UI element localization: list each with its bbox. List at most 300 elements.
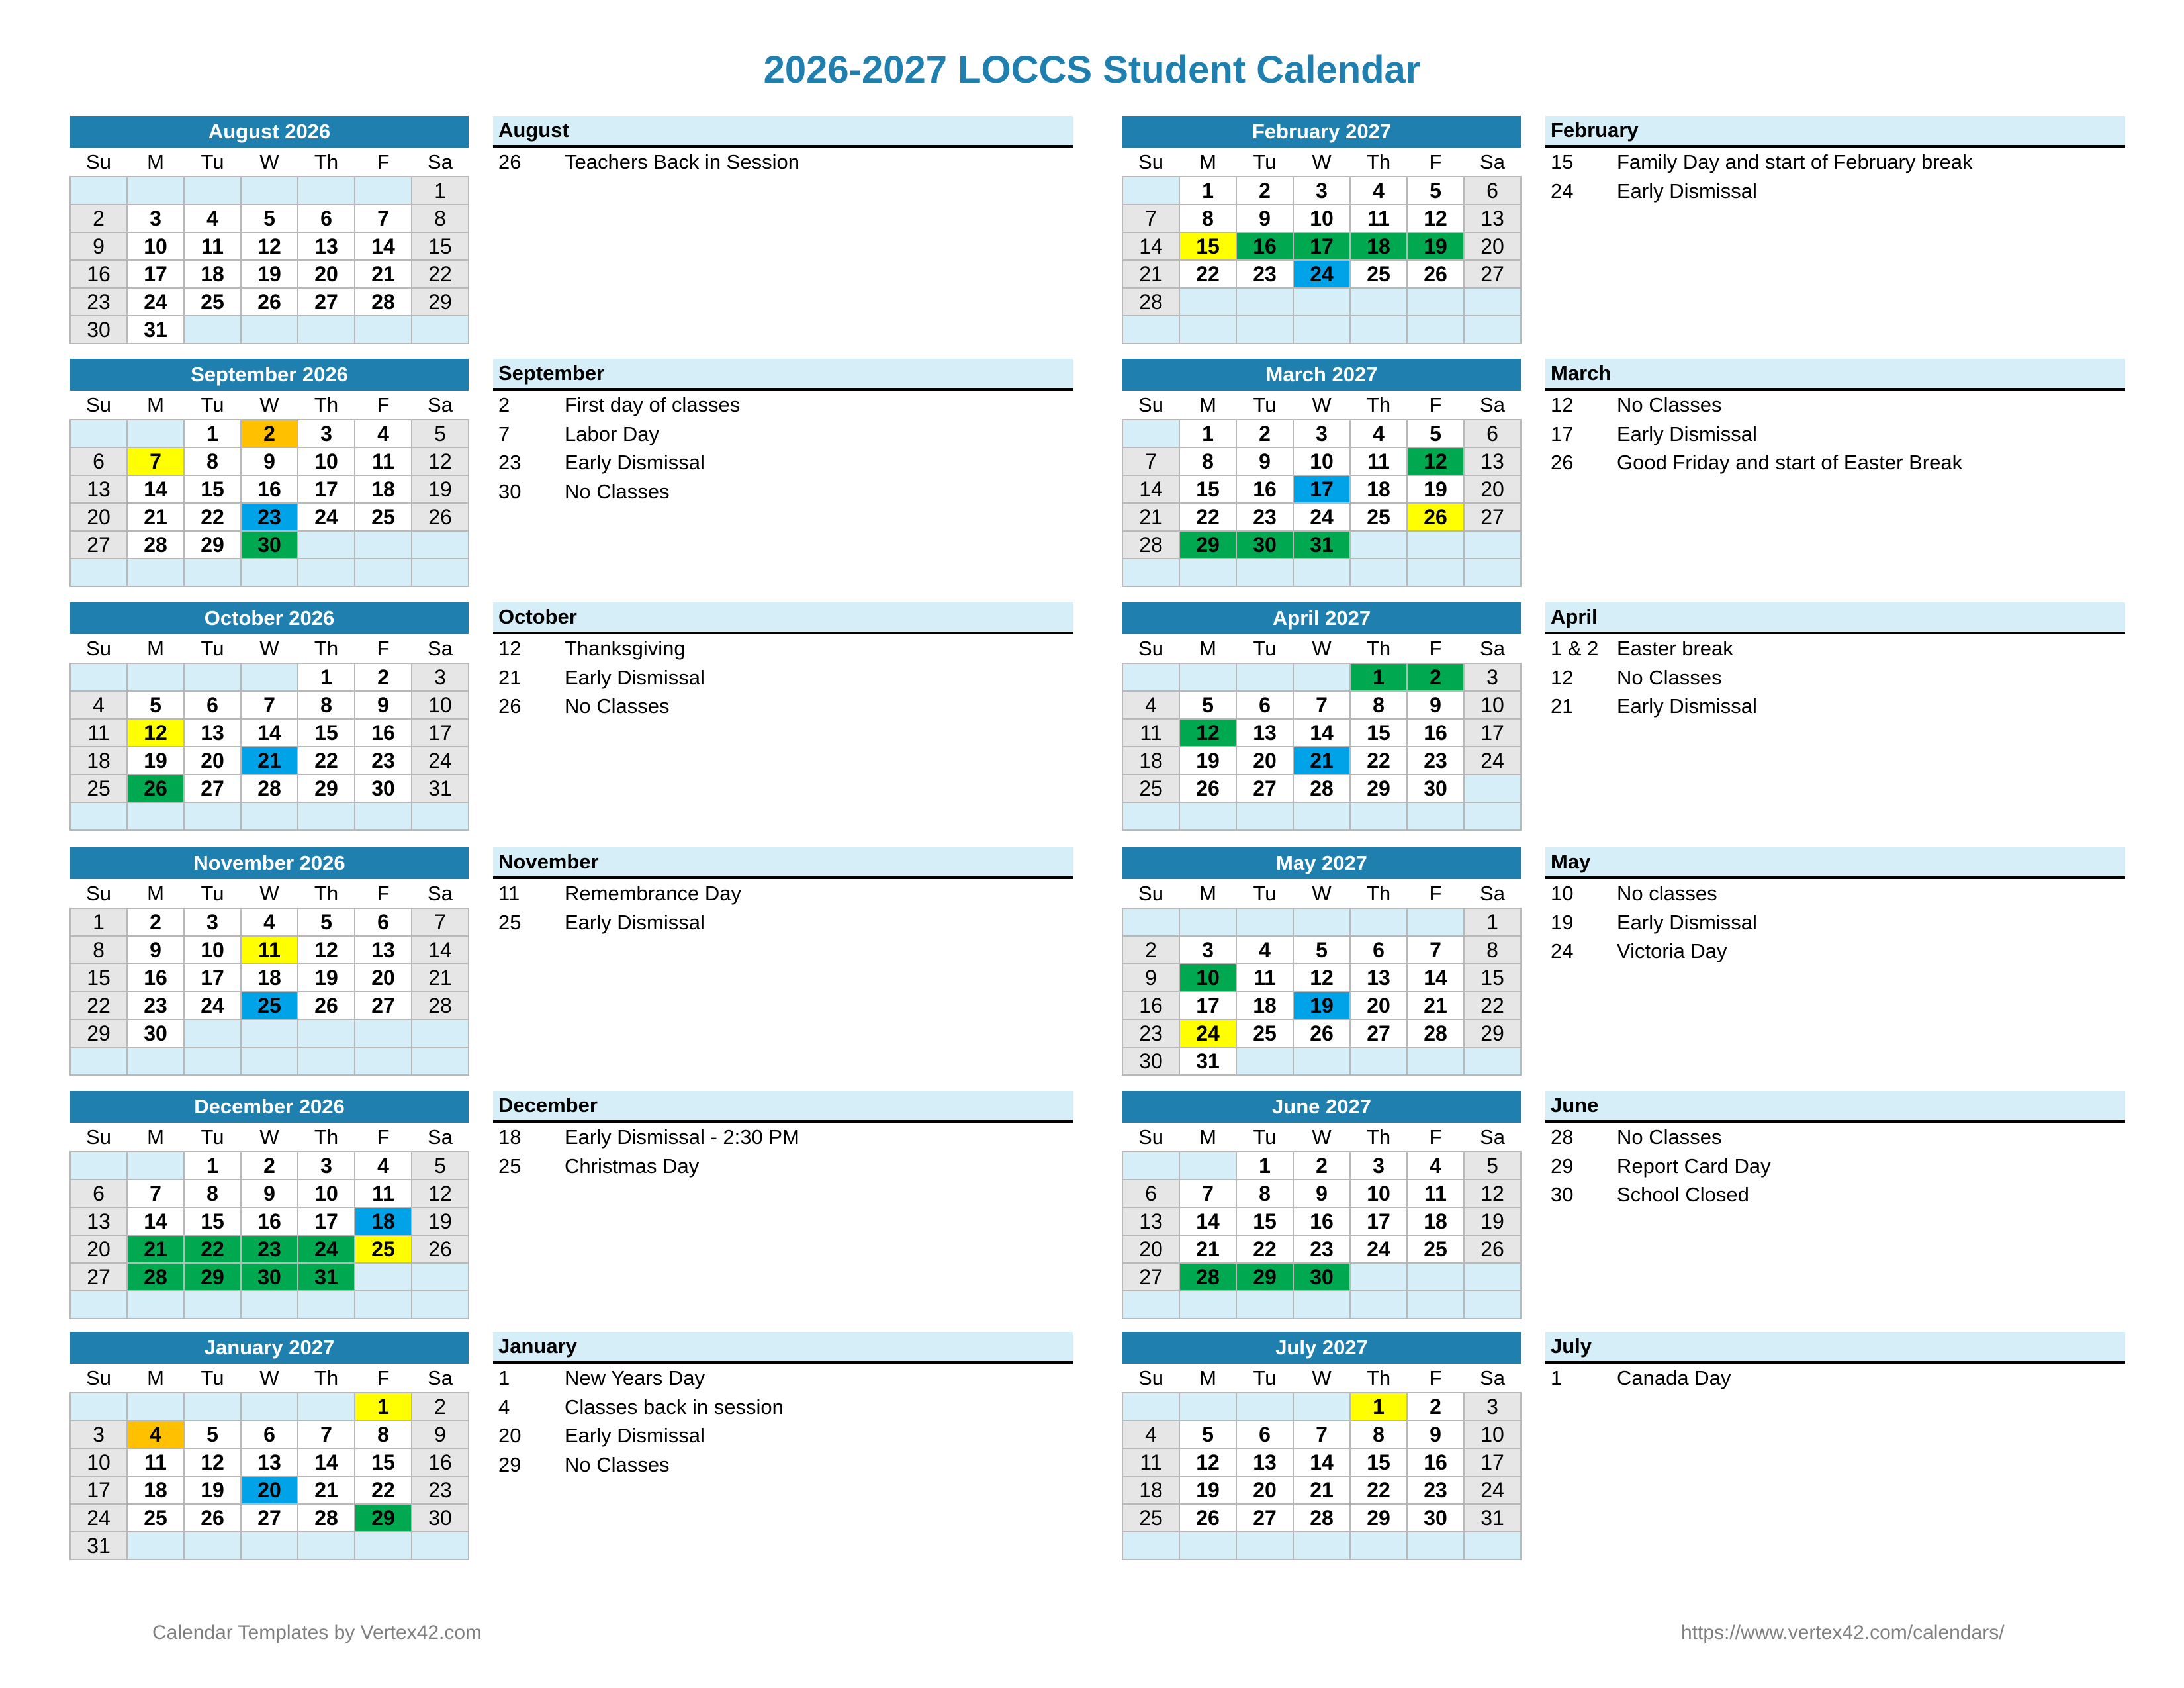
day-cell: 24: [1293, 503, 1350, 531]
day-cell: 16: [1236, 475, 1293, 503]
day-cell: 14: [355, 232, 412, 260]
day-cell: 23: [1122, 1019, 1179, 1047]
day-cell: 28: [1293, 774, 1350, 802]
event-day: 30: [498, 479, 522, 503]
event-day: 18: [498, 1125, 522, 1149]
day-cell: 19: [412, 1207, 469, 1235]
blank-cell: [1464, 774, 1521, 802]
event-list-month: March: [1545, 359, 2125, 391]
event-day: 26: [1551, 451, 1574, 474]
day-cell: 25: [241, 992, 298, 1019]
day-cell: 12: [241, 232, 298, 260]
day-cell: 5: [1407, 420, 1464, 447]
event-description: Report Card Day: [1617, 1154, 1771, 1178]
blank-cell: [1122, 1393, 1179, 1421]
blank-cell: [184, 663, 241, 691]
day-cell: 1: [1236, 1152, 1293, 1180]
day-cell: 20: [184, 747, 241, 774]
day-cell: 22: [1179, 503, 1236, 531]
weekday-label: Th: [1350, 1364, 1407, 1393]
day-cell: 8: [412, 205, 469, 232]
event-day: 15: [1551, 150, 1574, 173]
blank-cell: [412, 316, 469, 344]
blank-cell: [1179, 1532, 1236, 1560]
day-cell: 21: [355, 260, 412, 288]
event-day: 23: [498, 451, 522, 474]
day-cell: 18: [1407, 1207, 1464, 1235]
day-cell: 21: [1293, 1476, 1350, 1504]
blank-cell: [1293, 1047, 1350, 1075]
day-cell: 30: [1122, 1047, 1179, 1075]
day-cell: 1: [70, 908, 127, 936]
blank-cell: [1179, 1291, 1236, 1319]
blank-cell: [184, 316, 241, 344]
blank-cell: [241, 802, 298, 830]
day-cell: 9: [355, 691, 412, 719]
day-cell: 20: [1464, 475, 1521, 503]
day-cell: 1: [298, 663, 355, 691]
event-day: 29: [1551, 1154, 1574, 1178]
day-cell: 11: [1350, 205, 1407, 232]
event-description: No Classes: [1617, 665, 1722, 689]
month-calendar: [1122, 1091, 1522, 1319]
blank-cell: [1350, 1263, 1407, 1291]
day-cell: 16: [1407, 719, 1464, 747]
blank-cell: [1350, 288, 1407, 316]
event-day: 12: [498, 637, 522, 660]
weekday-label: W: [1293, 148, 1350, 177]
day-cell: 3: [127, 205, 184, 232]
day-cell: 27: [1350, 1019, 1407, 1047]
weekday-label: Tu: [1236, 1364, 1293, 1393]
day-cell: 19: [412, 475, 469, 503]
day-cell: 27: [70, 1263, 127, 1291]
day-cell: 23: [355, 747, 412, 774]
day-cell: 23: [1236, 503, 1293, 531]
day-cell: 3: [184, 908, 241, 936]
day-cell: 12: [412, 447, 469, 475]
day-cell: 13: [184, 719, 241, 747]
blank-cell: [412, 559, 469, 586]
blank-cell: [1179, 1152, 1236, 1180]
day-cell: 27: [241, 1504, 298, 1532]
day-cell: 10: [1350, 1180, 1407, 1207]
event-row: [493, 448, 1073, 477]
blank-cell: [1236, 1393, 1293, 1421]
weekday-label: Sa: [412, 1364, 469, 1393]
event-day: 25: [498, 1154, 522, 1178]
day-cell: 27: [184, 774, 241, 802]
day-cell: 1: [1179, 420, 1236, 447]
blank-cell: [298, 177, 355, 205]
event-list: [493, 602, 1073, 721]
month-calendar: [1122, 847, 1522, 1076]
blank-cell: [355, 1019, 412, 1047]
blank-cell: [1407, 1263, 1464, 1291]
day-cell: 23: [412, 1476, 469, 1504]
blank-cell: [1122, 1532, 1179, 1560]
event-description: Early Dismissal: [1617, 910, 1757, 934]
day-cell: 30: [241, 531, 298, 559]
event-description: Early Dismissal: [1617, 694, 1757, 718]
day-cell: 31: [1179, 1047, 1236, 1075]
event-list-month: April: [1545, 602, 2125, 634]
day-cell: 30: [412, 1504, 469, 1532]
day-cell: 31: [412, 774, 469, 802]
event-description: New Years Day: [565, 1366, 705, 1389]
event-list: [1545, 1091, 2125, 1209]
event-list: [1545, 1332, 2125, 1393]
day-cell: 27: [1236, 1504, 1293, 1532]
day-cell: 8: [1236, 1180, 1293, 1207]
day-cell: 15: [1350, 1448, 1407, 1476]
weekday-label: F: [355, 391, 412, 420]
day-cell: 13: [1350, 964, 1407, 992]
day-cell: 14: [1293, 1448, 1350, 1476]
weekday-label: W: [241, 879, 298, 908]
day-cell: 10: [184, 936, 241, 964]
day-cell: 2: [1122, 936, 1179, 964]
day-cell: 14: [127, 1207, 184, 1235]
blank-cell: [1236, 316, 1293, 344]
day-cell: 9: [70, 232, 127, 260]
blank-cell: [412, 1532, 469, 1560]
event-list-month: June: [1545, 1091, 2125, 1123]
month-calendar: [69, 359, 469, 587]
event-description: No Classes: [1617, 393, 1722, 416]
day-cell: 7: [1293, 691, 1350, 719]
day-cell: 25: [1236, 1019, 1293, 1047]
day-cell: 2: [70, 205, 127, 232]
blank-cell: [127, 1532, 184, 1560]
blank-cell: [412, 1019, 469, 1047]
blank-cell: [412, 531, 469, 559]
event-description: Early Dismissal - 2:30 PM: [565, 1125, 799, 1149]
blank-cell: [1350, 559, 1407, 586]
blank-cell: [1350, 802, 1407, 830]
month-calendar: [69, 602, 469, 831]
day-cell: 2: [1236, 177, 1293, 205]
day-cell: 5: [184, 1421, 241, 1448]
footer-url[interactable]: https://www.vertex42.com/calendars/: [1681, 1622, 2005, 1644]
day-cell: 22: [1236, 1235, 1293, 1263]
day-cell: 2: [127, 908, 184, 936]
day-cell: 9: [1236, 205, 1293, 232]
blank-cell: [298, 1291, 355, 1319]
weekday-label: W: [1293, 634, 1350, 663]
event-row: [1545, 634, 2125, 663]
day-cell: 14: [1293, 719, 1350, 747]
event-day: 25: [498, 910, 522, 934]
day-cell: 11: [1122, 1448, 1179, 1476]
day-cell: 29: [1236, 1263, 1293, 1291]
day-cell: 21: [298, 1476, 355, 1504]
weekday-label: M: [127, 1364, 184, 1393]
event-row: [1545, 1123, 2125, 1152]
day-cell: 7: [1293, 1421, 1350, 1448]
day-cell: 12: [1179, 1448, 1236, 1476]
blank-cell: [355, 177, 412, 205]
weekday-label: Th: [298, 879, 355, 908]
blank-cell: [241, 1291, 298, 1319]
day-cell: 22: [184, 503, 241, 531]
day-cell: 5: [1293, 936, 1350, 964]
weekday-label: M: [1179, 1364, 1236, 1393]
footer-credit[interactable]: Calendar Templates by Vertex42.com: [152, 1622, 482, 1644]
weekday-label: F: [355, 634, 412, 663]
weekday-label: Tu: [1236, 148, 1293, 177]
day-cell: 16: [1122, 992, 1179, 1019]
blank-cell: [1464, 1047, 1521, 1075]
day-cell: 16: [241, 475, 298, 503]
day-cell: 13: [1236, 719, 1293, 747]
weekday-label: Th: [298, 634, 355, 663]
day-cell: 29: [184, 1263, 241, 1291]
month-title: January 2027: [70, 1332, 469, 1364]
weekday-label: W: [241, 1364, 298, 1393]
day-cell: 28: [127, 531, 184, 559]
weekday-label: F: [355, 1364, 412, 1393]
day-cell: 20: [1464, 232, 1521, 260]
blank-cell: [355, 1263, 412, 1291]
day-cell: 3: [412, 663, 469, 691]
day-cell: 3: [1464, 663, 1521, 691]
day-cell: 22: [70, 992, 127, 1019]
day-cell: 10: [298, 1180, 355, 1207]
event-row: [1545, 148, 2125, 177]
event-day: 19: [1551, 910, 1574, 934]
day-cell: 23: [127, 992, 184, 1019]
weekday-label: Th: [1350, 391, 1407, 420]
month-title: October 2026: [70, 602, 469, 634]
day-cell: 17: [412, 719, 469, 747]
day-cell: 2: [1407, 663, 1464, 691]
day-cell: 25: [1350, 260, 1407, 288]
weekday-label: W: [241, 634, 298, 663]
day-cell: 11: [127, 1448, 184, 1476]
day-cell: 4: [184, 205, 241, 232]
event-row: [493, 663, 1073, 692]
weekday-label: Th: [298, 1364, 355, 1393]
event-description: Early Dismissal: [565, 451, 705, 474]
day-cell: 18: [355, 1207, 412, 1235]
day-cell: 18: [355, 475, 412, 503]
event-row: [1545, 420, 2125, 449]
day-cell: 20: [70, 1235, 127, 1263]
day-cell: 17: [1293, 232, 1350, 260]
day-cell: 28: [1407, 1019, 1464, 1047]
blank-cell: [241, 663, 298, 691]
day-cell: 24: [298, 503, 355, 531]
day-cell: 9: [241, 447, 298, 475]
weekday-label: Su: [1122, 634, 1179, 663]
day-cell: 9: [1407, 691, 1464, 719]
day-cell: 3: [1293, 177, 1350, 205]
weekday-label: M: [1179, 634, 1236, 663]
day-cell: 30: [1236, 531, 1293, 559]
day-cell: 22: [1464, 992, 1521, 1019]
day-cell: 23: [1407, 1476, 1464, 1504]
blank-cell: [1293, 316, 1350, 344]
event-day: 1: [498, 1366, 510, 1389]
day-cell: 24: [1179, 1019, 1236, 1047]
weekday-label: Sa: [1464, 1364, 1521, 1393]
weekday-label: Th: [1350, 879, 1407, 908]
day-cell: 24: [1464, 1476, 1521, 1504]
blank-cell: [1350, 531, 1407, 559]
event-row: [1545, 879, 2125, 908]
blank-cell: [70, 420, 127, 447]
day-cell: 8: [184, 447, 241, 475]
blank-cell: [127, 1393, 184, 1421]
blank-cell: [1464, 559, 1521, 586]
day-cell: 10: [298, 447, 355, 475]
event-list: [1545, 116, 2125, 205]
day-cell: 1: [184, 1152, 241, 1180]
month-calendar: [1122, 602, 1522, 831]
day-cell: 12: [298, 936, 355, 964]
day-cell: 18: [1122, 1476, 1179, 1504]
event-row: [493, 879, 1073, 908]
day-cell: 4: [1350, 420, 1407, 447]
day-cell: 8: [355, 1421, 412, 1448]
event-description: Canada Day: [1617, 1366, 1731, 1389]
day-cell: 3: [1350, 1152, 1407, 1180]
day-cell: 7: [1179, 1180, 1236, 1207]
day-cell: 29: [1464, 1019, 1521, 1047]
day-cell: 13: [355, 936, 412, 964]
day-cell: 26: [1293, 1019, 1350, 1047]
day-cell: 16: [1236, 232, 1293, 260]
blank-cell: [184, 1532, 241, 1560]
day-cell: 19: [1407, 232, 1464, 260]
day-cell: 11: [1122, 719, 1179, 747]
blank-cell: [241, 1047, 298, 1075]
event-row: [1545, 937, 2125, 966]
event-row: [493, 148, 1073, 177]
day-cell: 2: [241, 1152, 298, 1180]
blank-cell: [1179, 1393, 1236, 1421]
blank-cell: [184, 1047, 241, 1075]
blank-cell: [1122, 420, 1179, 447]
event-day: 2: [498, 393, 510, 416]
blank-cell: [355, 802, 412, 830]
month-calendar: [69, 116, 469, 344]
blank-cell: [298, 802, 355, 830]
day-cell: 17: [298, 475, 355, 503]
day-cell: 5: [1179, 1421, 1236, 1448]
event-day: 7: [498, 422, 510, 445]
day-cell: 16: [127, 964, 184, 992]
blank-cell: [1236, 802, 1293, 830]
weekday-label: Su: [1122, 1364, 1179, 1393]
day-cell: 31: [1464, 1504, 1521, 1532]
day-cell: 27: [298, 288, 355, 316]
day-cell: 7: [241, 691, 298, 719]
blank-cell: [298, 1019, 355, 1047]
day-cell: 24: [412, 747, 469, 774]
weekday-label: M: [127, 634, 184, 663]
day-cell: 5: [241, 205, 298, 232]
event-description: Victoria Day: [1617, 939, 1727, 962]
day-cell: 2: [412, 1393, 469, 1421]
day-cell: 2: [1407, 1393, 1464, 1421]
blank-cell: [1293, 1291, 1350, 1319]
weekday-label: Sa: [1464, 148, 1521, 177]
event-list: [493, 116, 1073, 177]
day-cell: 10: [1293, 205, 1350, 232]
day-cell: 13: [70, 475, 127, 503]
day-cell: 24: [127, 288, 184, 316]
blank-cell: [298, 531, 355, 559]
blank-cell: [298, 1532, 355, 1560]
event-day: 30: [1551, 1183, 1574, 1206]
event-row: [493, 1421, 1073, 1450]
day-cell: 11: [241, 936, 298, 964]
blank-cell: [127, 420, 184, 447]
day-cell: 20: [1122, 1235, 1179, 1263]
day-cell: 25: [1407, 1235, 1464, 1263]
day-cell: 13: [1122, 1207, 1179, 1235]
day-cell: 8: [70, 936, 127, 964]
blank-cell: [298, 1047, 355, 1075]
day-cell: 24: [1293, 260, 1350, 288]
day-cell: 6: [70, 447, 127, 475]
weekday-label: Sa: [1464, 634, 1521, 663]
weekday-label: W: [241, 1123, 298, 1152]
weekday-label: Su: [70, 148, 127, 177]
event-day: 28: [1551, 1125, 1574, 1149]
blank-cell: [70, 663, 127, 691]
page-title: 2026-2027 LOCCS Student Calendar: [763, 48, 1421, 91]
event-row: [493, 1364, 1073, 1393]
day-cell: 21: [412, 964, 469, 992]
day-cell: 1: [1179, 177, 1236, 205]
weekday-label: Tu: [184, 1123, 241, 1152]
blank-cell: [1464, 288, 1521, 316]
day-cell: 10: [412, 691, 469, 719]
day-cell: 26: [1407, 503, 1464, 531]
day-cell: 25: [70, 774, 127, 802]
day-cell: 20: [70, 503, 127, 531]
day-cell: 26: [1179, 1504, 1236, 1532]
day-cell: 9: [1293, 1180, 1350, 1207]
event-description: Early Dismissal: [565, 1424, 705, 1447]
weekday-label: F: [1407, 634, 1464, 663]
day-cell: 18: [1350, 475, 1407, 503]
day-cell: 30: [241, 1263, 298, 1291]
day-cell: 28: [1179, 1263, 1236, 1291]
day-cell: 22: [412, 260, 469, 288]
month-title: September 2026: [70, 359, 469, 391]
day-cell: 5: [298, 908, 355, 936]
weekday-label: Tu: [184, 879, 241, 908]
day-cell: 19: [184, 1476, 241, 1504]
day-cell: 14: [241, 719, 298, 747]
day-cell: 1: [1464, 908, 1521, 936]
day-cell: 3: [70, 1421, 127, 1448]
day-cell: 8: [1179, 205, 1236, 232]
day-cell: 7: [412, 908, 469, 936]
event-list: [493, 1091, 1073, 1180]
blank-cell: [1179, 559, 1236, 586]
day-cell: 5: [1179, 691, 1236, 719]
event-list-month: December: [493, 1091, 1073, 1123]
event-description: No Classes: [565, 694, 670, 718]
event-row: [493, 908, 1073, 937]
day-cell: 17: [1179, 992, 1236, 1019]
blank-cell: [1293, 1393, 1350, 1421]
